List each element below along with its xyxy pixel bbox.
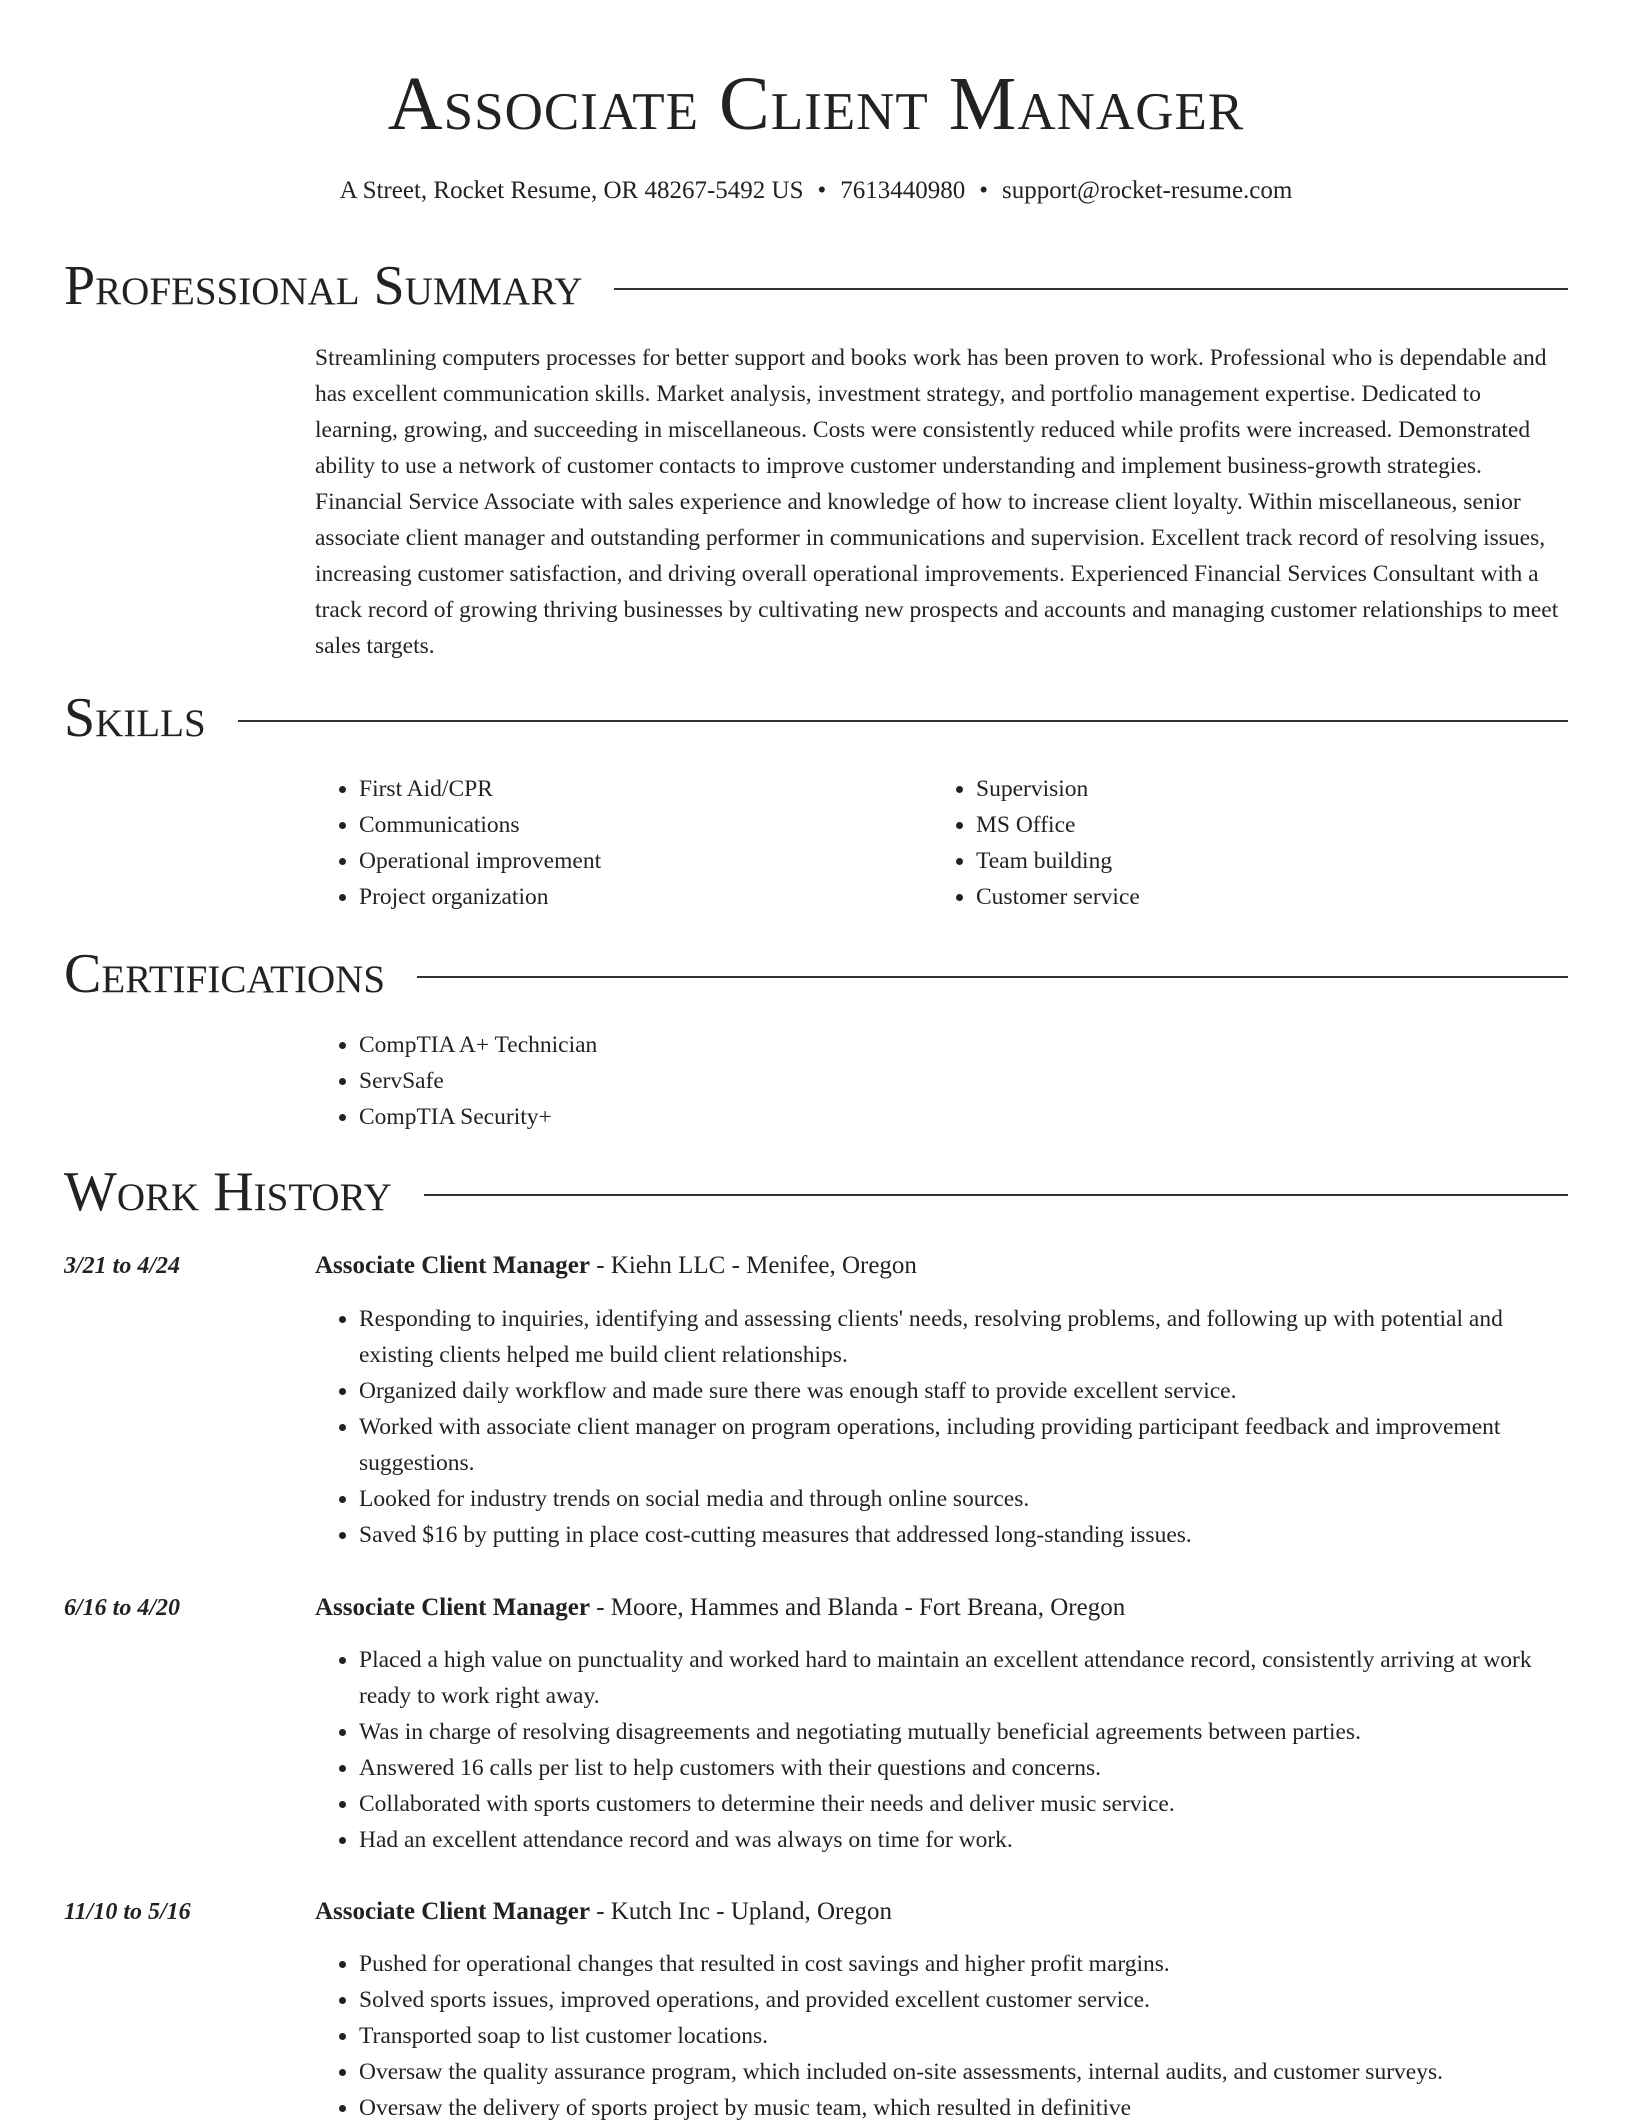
skills-list-left [315,771,915,915]
job-title-line [315,1248,1565,1284]
job-title-line [315,1590,1565,1626]
job-employer-location: - Kutch Inc - Upland, Oregon [589,1898,892,1925]
job-bullet: • Collaborated with sports customers to determine their needs and deliver music service. [359,1786,1565,1822]
certifications-list [315,1027,915,1135]
job-employer-location: - Kiehn LLC - Menifee, Oregon [589,1252,917,1279]
contact-email: support@rocket-resume.com [1002,177,1293,204]
job-bullet: • Responding to inquiries, identifying and assessing clients' needs, resolving problems, and following up with potential and existing clients helped me build client relationships. [359,1301,1565,1373]
contact-phone: 7613440980 [840,177,966,204]
section-divider [424,1194,1568,1196]
skills-section-title: Skills [64,687,206,749]
job-bullet-list [315,1301,1565,1553]
job-bullets [315,1946,1565,2126]
job-bullet: • Organized daily workflow and made sure there was enough staff to provide excellent service. [359,1373,1565,1409]
job-employer-location: - Moore, Hammes and Blanda - Fort Breana, Oregon [589,1594,1126,1621]
skills-section-header [64,686,1568,750]
work-history-section-title: Work History [64,1161,392,1223]
skill-item: • First Aid/CPR [359,771,915,807]
skills-list-right [932,771,1532,915]
contact-line [0,175,1632,207]
job-bullet: • Worked with associate client manager on program operations, including providing participant feedback and improvement suggestions. [359,1409,1565,1481]
job-bullet-list [315,1946,1565,2126]
summary-section-title: Professional Summary [64,255,583,317]
work-history-section-header [64,1160,1568,1224]
job-dates: 3/21 to 4/24 [64,1253,181,1279]
job-bullet: • Oversaw the delivery of sports project by music team, which resulted in definitive [359,2090,1565,2126]
certification-item: • ServSafe [359,1063,915,1099]
skill-item: • Operational improvement [359,843,915,879]
job-role: Associate Client Manager [315,1898,590,1925]
resume-name-heading: Associate Client Manager [387,62,1245,146]
job-bullet: • Looked for industry trends on social media and through online sources. [359,1481,1565,1517]
section-divider [614,288,1568,290]
job-bullet: • Transported soap to list customer locations. [359,2018,1565,2054]
certifications-section-header [64,942,1568,1006]
job-bullet-list [315,1642,1565,1858]
job-dates: 11/10 to 5/16 [64,1899,191,1925]
skill-item: • MS Office [976,807,1532,843]
summary-paragraph: Streamlining computers processes for better support and books work has been proven to work. Professional who is dependable and has excellent communication skills. Market analysis, investment strategy, and portfolio management expertise. Dedicated to learning, growing, and succeeding in miscellaneous. Costs were consistently reduced while profits were increased. Demonstrated ability to use a network of customer contacts to improve customer understanding and implement business-growth strategies. Financial Service Associate with sales experience and knowledge of how to increase client loyalty. Within miscellaneous, senior associate client manager and outstanding performer in communications and supervision. Excellent track record of resolving issues, increasing customer satisfaction, and driving overall operational improvements. Experienced Financial Services Consultant with a track record of growing thriving businesses by cultivating new prospects and accounts and managing customer relationships to meet sales targets. [315,345,1559,659]
certifications-column [315,1027,915,1135]
certification-item: • CompTIA A+ Technician [359,1027,915,1063]
job-title-line [315,1894,1565,1930]
skill-item: • Communications [359,807,915,843]
contact-address: A Street, Rocket Resume, OR 48267-5492 US [339,177,804,204]
job-bullets [315,1301,1565,1553]
job-role: Associate Client Manager [315,1252,590,1279]
skills-column-left [315,771,915,915]
section-divider [417,976,1568,978]
job-bullet: • Oversaw the quality assurance program, which included on-site assessments, internal audits, and customer surveys. [359,2054,1565,2090]
job-bullets [315,1642,1565,1858]
job-bullet: • Was in charge of resolving disagreements and negotiating mutually beneficial agreements between parties. [359,1714,1565,1750]
job-dates: 6/16 to 4/20 [64,1595,181,1621]
job-bullet: • Answered 16 calls per list to help customers with their questions and concerns. [359,1750,1565,1786]
section-divider [238,720,1568,722]
job-bullet: • Had an excellent attendance record and was always on time for work. [359,1822,1565,1858]
skills-column-right [932,771,1532,915]
job-bullet: • Saved $16 by putting in place cost-cutting measures that addressed long-standing issues. [359,1517,1565,1553]
skill-item: • Customer service [976,879,1532,915]
job-bullet: • Solved sports issues, improved operations, and provided excellent customer service. [359,1982,1565,2018]
job-bullet: • Pushed for operational changes that resulted in cost savings and higher profit margins. [359,1946,1565,1982]
contact-separator: • [817,177,827,204]
skill-item: • Project organization [359,879,915,915]
job-role: Associate Client Manager [315,1594,590,1621]
certification-item: • CompTIA Security+ [359,1099,915,1135]
job-bullet: • Placed a high value on punctuality and worked hard to maintain an excellent attendance record, consistently arriving at work ready to work right away. [359,1642,1565,1714]
skill-item: • Team building [976,843,1532,879]
summary-section-header [64,254,1568,318]
skill-item: • Supervision [976,771,1532,807]
contact-separator: • [979,177,989,204]
certifications-section-title: Certifications [64,943,386,1005]
